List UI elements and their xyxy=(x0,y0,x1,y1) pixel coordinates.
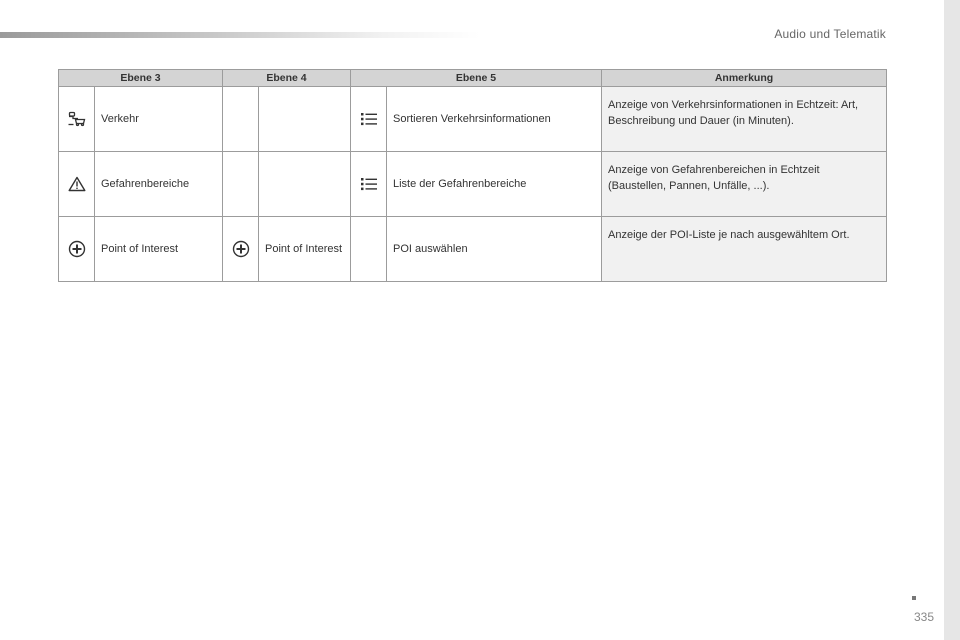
poi-icon xyxy=(68,240,86,258)
column-header-level4: Ebene 4 xyxy=(223,70,351,87)
level4-icon-cell xyxy=(223,217,259,282)
column-header-note: Anmerkung xyxy=(602,70,887,87)
level5-label: Liste der Gefahrenbereiche xyxy=(387,152,602,217)
level5-icon-cell xyxy=(351,152,387,217)
note-cell: Anzeige von Gefahrenbereichen in Echtzeit (Baustellen, Pannen, Unfälle, ...). xyxy=(602,152,887,217)
level4-label: Point of Interest xyxy=(259,217,351,282)
table-row xyxy=(59,87,887,152)
level4-label xyxy=(259,87,351,152)
table-row xyxy=(59,152,887,217)
warning-icon xyxy=(68,176,86,192)
column-header-level5: Ebene 5 xyxy=(351,70,602,87)
header-decoration-bar xyxy=(0,32,480,38)
level3-label: Point of Interest xyxy=(95,217,223,282)
traffic-icon xyxy=(67,111,87,127)
level3-icon-cell xyxy=(59,87,95,152)
note-cell: Anzeige von Verkehrsinformationen in Echtzeit: Art, Beschreibung und Dauer (in Minuten). xyxy=(602,87,887,152)
level3-icon-cell xyxy=(59,217,95,282)
level5-label: Sortieren Verkehrsinformationen xyxy=(387,87,602,152)
level4-icon-cell xyxy=(223,87,259,152)
table-header-row xyxy=(59,70,887,87)
level5-icon-cell xyxy=(351,217,387,282)
level3-icon-cell xyxy=(59,152,95,217)
note-cell: Anzeige der POI-Liste je nach ausgewähltem Ort. xyxy=(602,217,887,282)
column-header-level3: Ebene 3 xyxy=(59,70,223,87)
level3-label: Verkehr xyxy=(95,87,223,152)
list-icon xyxy=(360,176,378,192)
table-row xyxy=(59,217,887,282)
page-marker xyxy=(912,596,916,600)
page-edge-strip xyxy=(944,0,960,640)
page-number: 335 xyxy=(913,610,934,624)
level5-label: POI auswählen xyxy=(387,217,602,282)
level5-icon-cell xyxy=(351,87,387,152)
level4-icon-cell xyxy=(223,152,259,217)
poi-icon xyxy=(232,240,250,258)
menu-levels-table xyxy=(58,69,887,282)
level4-label xyxy=(259,152,351,217)
list-icon xyxy=(360,111,378,127)
section-title: Audio und Telematik xyxy=(774,27,886,41)
level3-label: Gefahrenbereiche xyxy=(95,152,223,217)
